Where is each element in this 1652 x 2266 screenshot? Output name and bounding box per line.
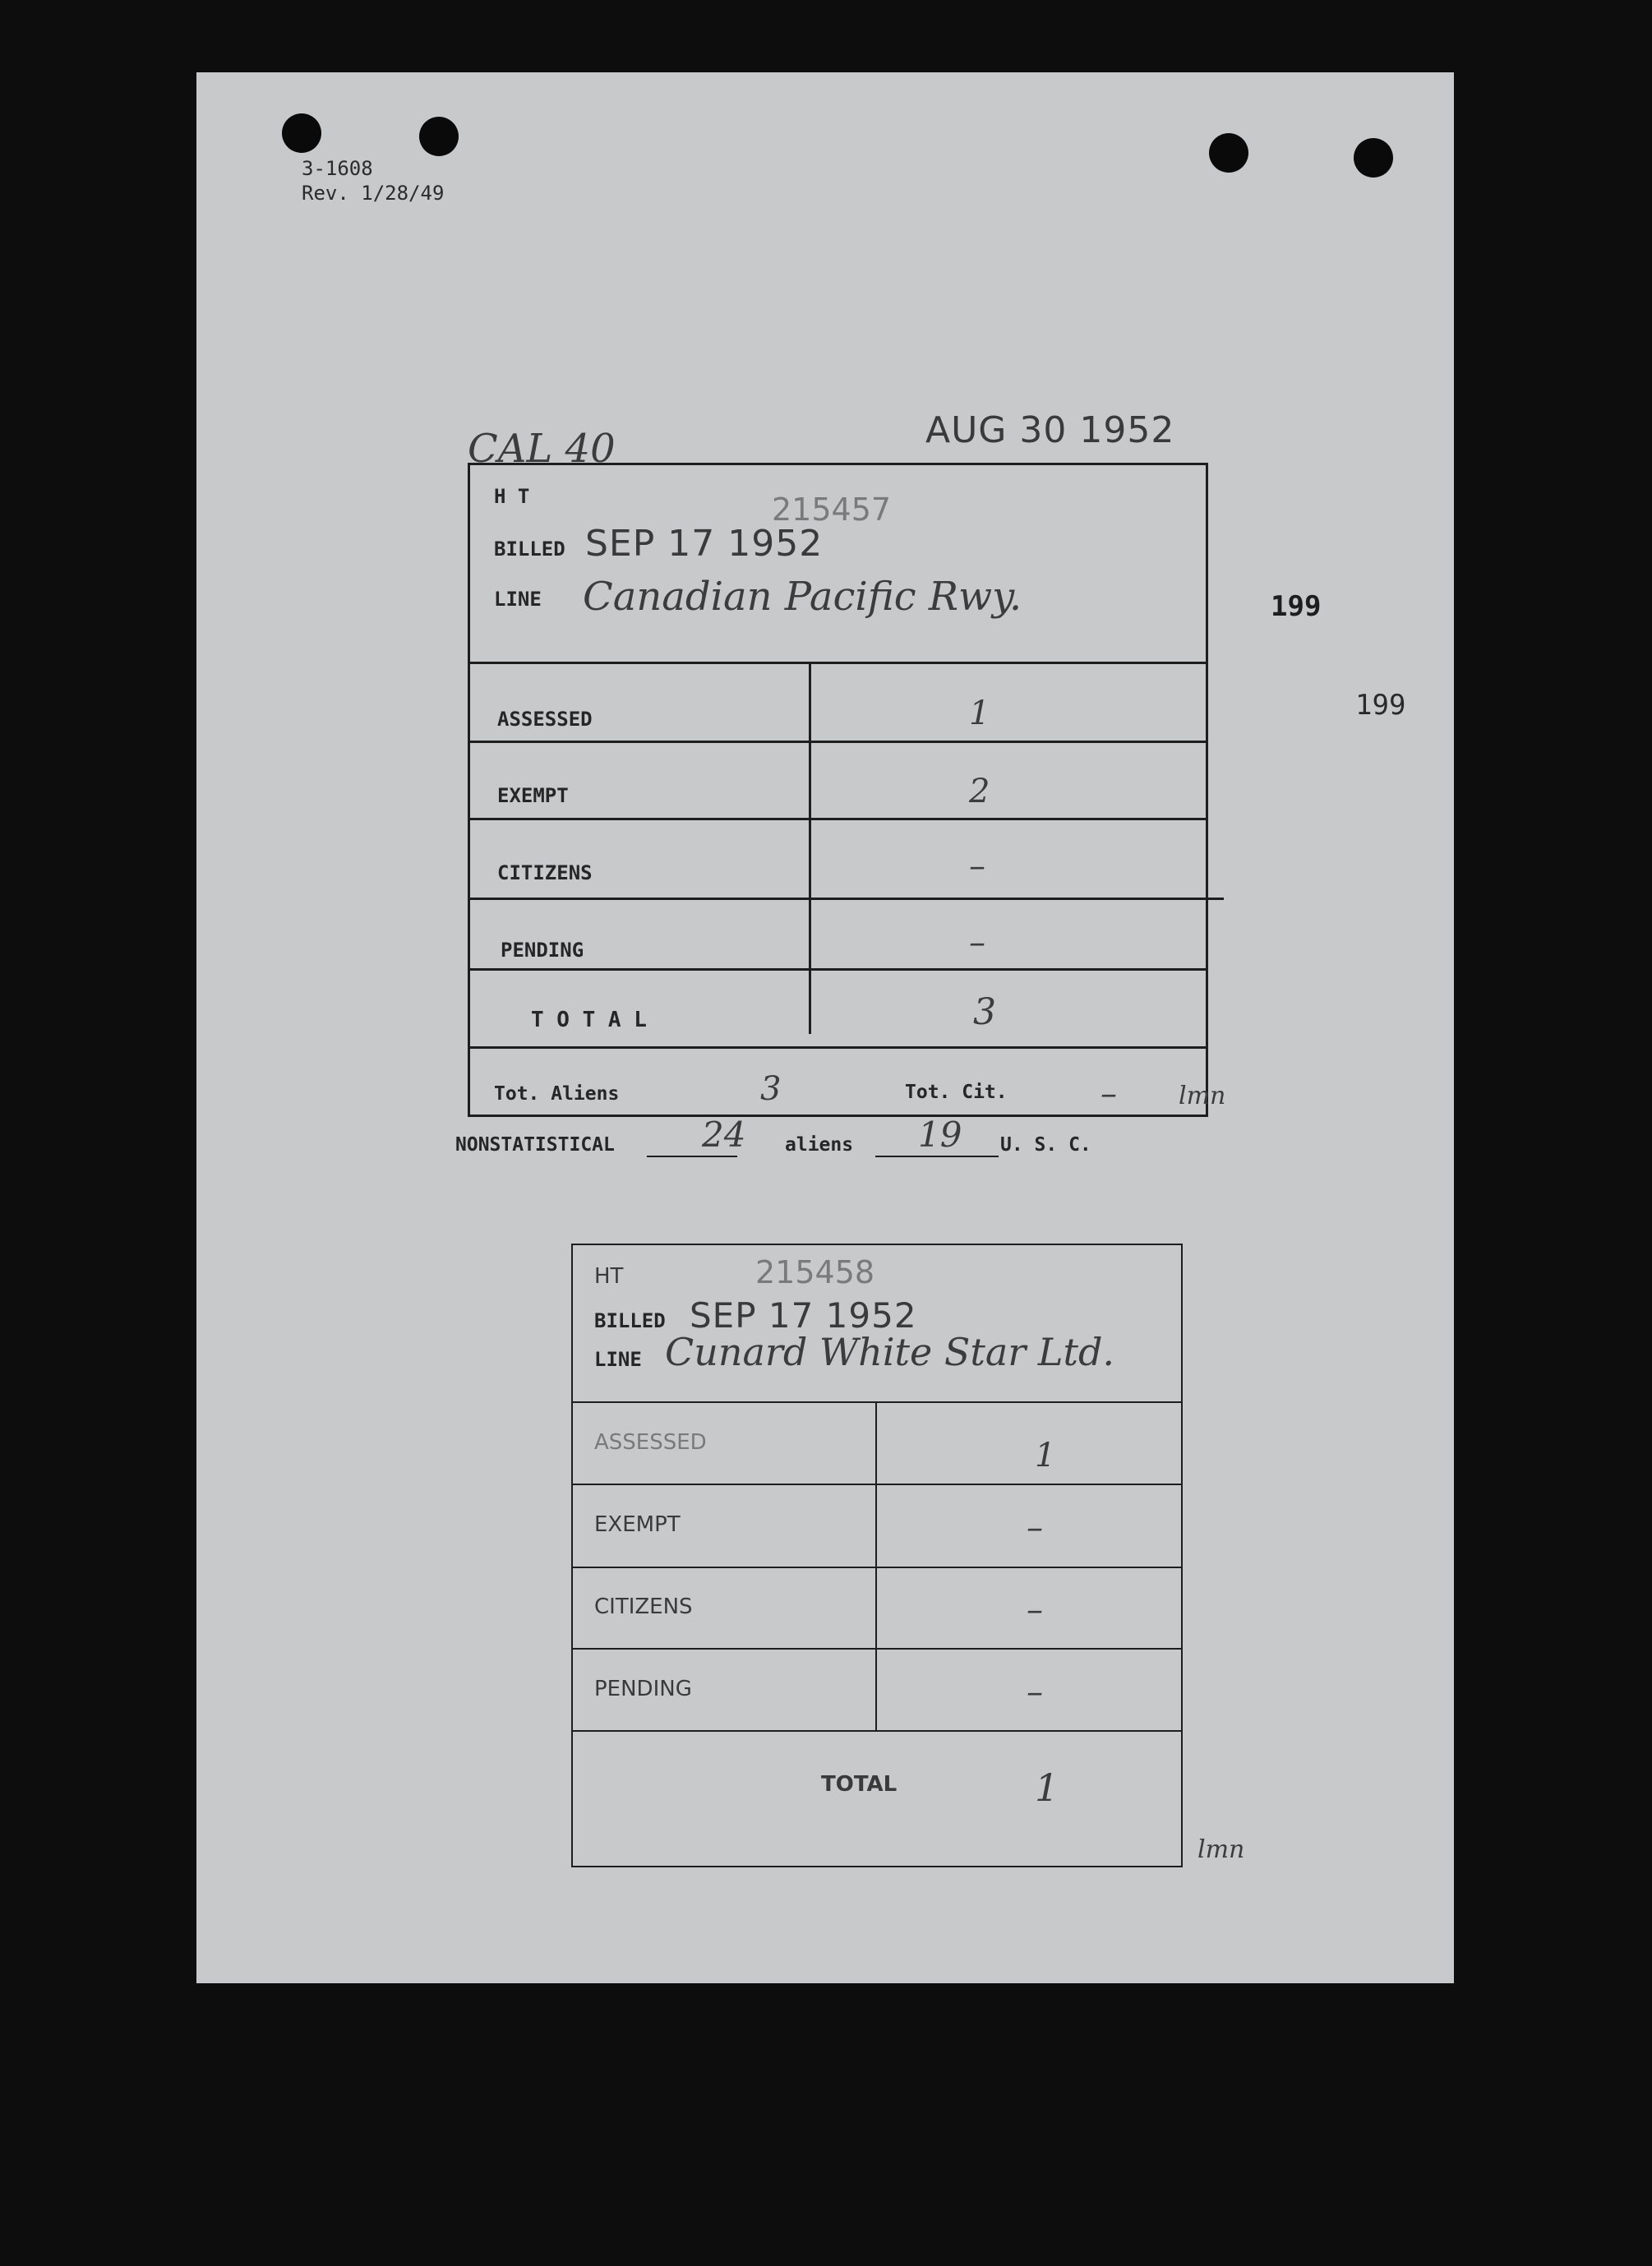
form-revision: Rev. 1/28/49 <box>302 182 445 205</box>
exempt-label: EXEMPT <box>497 784 569 807</box>
divider <box>571 1567 1181 1568</box>
billed-label: BILLED <box>494 538 565 561</box>
pending-label: PENDING <box>594 1677 692 1701</box>
column-divider <box>875 1401 877 1730</box>
assessed-value: 1 <box>969 695 990 732</box>
line-value: Cunard White Star Ltd. <box>665 1330 1115 1374</box>
billed-date-stamp: SEP 17 1952 <box>690 1295 917 1336</box>
assessed-label: ASSESSED <box>594 1430 707 1455</box>
nonstat-aliens-value: 24 <box>702 1115 746 1155</box>
total-label: TOTAL <box>821 1772 898 1797</box>
blank-line <box>875 1156 999 1157</box>
divider <box>468 898 1224 900</box>
exempt-value: 2 <box>969 773 990 810</box>
punch-hole <box>419 117 459 156</box>
pending-value: – <box>969 924 985 962</box>
divider <box>571 1730 1181 1732</box>
ht-number: 215457 <box>772 492 892 528</box>
punch-hole <box>1354 138 1393 178</box>
divider <box>571 1484 1181 1485</box>
assessed-value: 1 <box>1035 1437 1056 1475</box>
total-label: T O T A L <box>531 1008 647 1032</box>
pending-value: – <box>1027 1673 1043 1711</box>
ht-number: 215458 <box>755 1254 875 1290</box>
assessed-label: ASSESSED <box>497 708 593 731</box>
citizens-value: – <box>1027 1591 1043 1629</box>
nonstatistical-label: NONSTATISTICAL <box>455 1134 615 1156</box>
line-label: LINE <box>494 588 542 611</box>
side-number: 199 <box>1355 689 1406 722</box>
ht-label: HT <box>594 1264 624 1289</box>
date-stamp: AUG 30 1952 <box>925 409 1175 451</box>
tot-cit-label: Tot. Cit. <box>905 1082 1008 1103</box>
citizens-label: CITIZENS <box>497 861 593 884</box>
divider <box>468 818 1206 820</box>
handwritten-reference: CAL 40 <box>468 426 616 472</box>
pending-label: PENDING <box>501 939 584 962</box>
side-number: 199 <box>1271 590 1322 623</box>
exempt-value: – <box>1027 1509 1043 1547</box>
citizens-value: – <box>969 847 985 885</box>
nonstat-aliens-label: aliens <box>785 1134 854 1156</box>
divider <box>468 968 1206 971</box>
divider <box>468 741 1206 743</box>
billed-date-stamp: SEP 17 1952 <box>585 523 824 565</box>
total-value: 1 <box>1035 1765 1059 1810</box>
column-divider <box>809 662 811 1034</box>
punch-hole <box>282 113 321 153</box>
tot-aliens-label: Tot. Aliens <box>494 1083 620 1105</box>
total-value: 3 <box>973 991 996 1033</box>
line-value: Canadian Pacific Rwy. <box>583 574 1022 620</box>
citizens-label: CITIZENS <box>594 1595 693 1619</box>
document-page <box>196 72 1454 1983</box>
nonstat-usc-label: U. S. C. <box>1000 1134 1091 1156</box>
line-label: LINE <box>594 1348 642 1371</box>
divider <box>468 662 1206 664</box>
blank-line <box>647 1156 737 1157</box>
ht-label: H T <box>494 485 530 508</box>
nonstat-usc-value: 19 <box>918 1115 962 1155</box>
initials: lmn <box>1179 1082 1226 1110</box>
initials: lmn <box>1197 1835 1245 1864</box>
form-number: 3-1608 <box>302 157 373 180</box>
divider <box>468 1046 1206 1049</box>
divider <box>571 1648 1181 1650</box>
tot-aliens-value: 3 <box>760 1070 782 1108</box>
punch-hole <box>1209 133 1248 173</box>
tot-cit-value: – <box>1101 1075 1117 1113</box>
exempt-label: EXEMPT <box>594 1512 681 1537</box>
billed-label: BILLED <box>594 1309 666 1332</box>
